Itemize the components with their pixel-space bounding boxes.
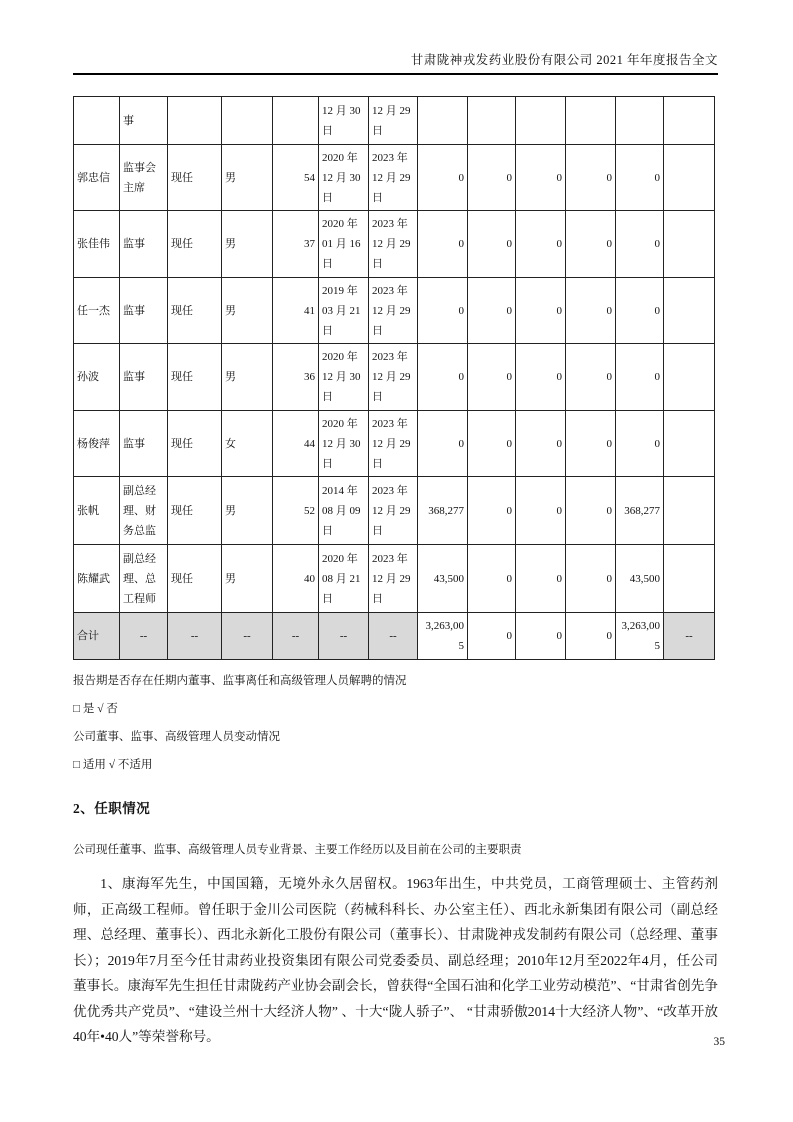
table-cell: 0 xyxy=(468,344,516,411)
table-cell: 女 xyxy=(222,411,273,477)
table-cell: 0 xyxy=(468,278,516,344)
officers-compensation-table xyxy=(73,96,715,660)
officer-row xyxy=(74,278,715,344)
table-cell: 3,263,005 xyxy=(418,613,468,660)
table-cell: 37 xyxy=(273,211,319,278)
table-cell: 0 xyxy=(418,344,468,411)
table-cell: 0 xyxy=(516,613,566,660)
table-cell: 0 xyxy=(566,613,616,660)
note-departure-question: 报告期是否存在任期内董事、监事离任和高级管理人员解聘的情况 xyxy=(73,675,407,687)
table-cell: 12 月 29 日 xyxy=(369,97,418,145)
table-cell: 0 xyxy=(566,344,616,411)
table-cell: 0 xyxy=(516,545,566,613)
section-subheading: 公司现任董事、监事、高级管理人员专业背景、主要工作经历以及目前在公司的主要职责 xyxy=(73,844,522,856)
table-cell: 男 xyxy=(222,278,273,344)
table-cell xyxy=(468,97,516,145)
officer-row xyxy=(74,145,715,211)
table-cell: 张帆 xyxy=(74,477,120,545)
table-cell: 副总经理、总工程师 xyxy=(120,545,168,613)
table-cell: 3,263,005 xyxy=(616,613,664,660)
table-cell: -- xyxy=(222,613,273,660)
table-cell: 2020 年 12 月 30 日 xyxy=(319,411,369,477)
report-header-title: 甘肃陇神戎发药业股份有限公司 2021 年年度报告全文 xyxy=(410,53,718,67)
table-cell: 36 xyxy=(273,344,319,411)
table-cell xyxy=(516,97,566,145)
table-cell: 现任 xyxy=(168,278,222,344)
table-cell: 2023 年 12 月 29 日 xyxy=(369,278,418,344)
table-cell xyxy=(273,97,319,145)
table-cell: 杨俊萍 xyxy=(74,411,120,477)
table-cell: 2014 年 08 月 09 日 xyxy=(319,477,369,545)
table-cell xyxy=(664,97,715,145)
table-cell: -- xyxy=(369,613,418,660)
table-cell: 43,500 xyxy=(418,545,468,613)
table-cell: 监事 xyxy=(120,278,168,344)
table-cell: 0 xyxy=(616,411,664,477)
table-cell: 0 xyxy=(516,411,566,477)
table-cell: 0 xyxy=(616,145,664,211)
table-cell: 副总经理、财务总监 xyxy=(120,477,168,545)
table-cell: -- xyxy=(120,613,168,660)
table-cell: 0 xyxy=(468,613,516,660)
table-cell: 0 xyxy=(516,344,566,411)
table-cell xyxy=(664,477,715,545)
table-cell xyxy=(74,97,120,145)
table-cell: 0 xyxy=(616,278,664,344)
table-cell: 0 xyxy=(516,278,566,344)
totals-row xyxy=(74,613,715,660)
table-cell: 12 月 30 日 xyxy=(319,97,369,145)
table-cell: 44 xyxy=(273,411,319,477)
table-cell: 0 xyxy=(516,145,566,211)
table-cell: 男 xyxy=(222,145,273,211)
table-cell: 2023 年 12 月 29 日 xyxy=(369,145,418,211)
table-cell: 2020 年 01 月 16 日 xyxy=(319,211,369,278)
page-number: 35 xyxy=(713,1036,725,1048)
table-cell: 2020 年 12 月 30 日 xyxy=(319,344,369,411)
table-cell: 0 xyxy=(566,278,616,344)
table-cell xyxy=(566,97,616,145)
table-cell: 孙波 xyxy=(74,344,120,411)
table-cell: 0 xyxy=(616,211,664,278)
table-cell: 现任 xyxy=(168,145,222,211)
table-cell xyxy=(664,145,715,211)
table-cell xyxy=(664,211,715,278)
table-cell: 监事会主席 xyxy=(120,145,168,211)
table-cell: 0 xyxy=(468,545,516,613)
table-cell: 男 xyxy=(222,344,273,411)
table-cell: 368,277 xyxy=(418,477,468,545)
note-change-answer: □ 适用 √ 不适用 xyxy=(73,759,153,771)
officer-row xyxy=(74,411,715,477)
officer-row xyxy=(74,477,715,545)
table-cell: 郭忠信 xyxy=(74,145,120,211)
table-cell: 2019 年 03 月 21 日 xyxy=(319,278,369,344)
table-cell: 合计 xyxy=(74,613,120,660)
table-cell: 现任 xyxy=(168,344,222,411)
table-cell: 0 xyxy=(468,145,516,211)
table-cell: 监事 xyxy=(120,411,168,477)
table-cell: 0 xyxy=(566,211,616,278)
table-cell: 0 xyxy=(566,545,616,613)
table-cell: 陈耀武 xyxy=(74,545,120,613)
table-cell: 40 xyxy=(273,545,319,613)
table-cell: 0 xyxy=(418,211,468,278)
note-change-question: 公司董事、监事、高级管理人员变动情况 xyxy=(73,731,280,743)
bio-paragraph-kanghaijun: 1、康海军先生，中国国籍，无境外永久居留权。1963年出生，中共党员，工商管理硕士、主管药剂师，正高级工程师。曾任职于金川公司医院（药械科科长、办公室主任）、西北永新集团有限公司（副总经理、总经理、董事长）、西北永新化工股份有限公司（董事长）、甘肃陇神戎发制药有限公司（总经理、董事长）；2019年7月至今任甘肃药业投资集团有限公司党委委员、副总经理；2010年12月至2022年4月，任公司董事长。康海军先生担任甘肃陇药产业协会副会长，曾获得“全国石油和化学工业劳动模范”、“甘肃省创先争优优秀共产党员”、“建设兰州十大经济人物” 、十大“陇人骄子”、 “甘肃骄傲2014十大经济人物”、“改革开放40年•40人”等荣誉称号。 xyxy=(73,876,718,1044)
table-cell: 男 xyxy=(222,211,273,278)
table-cell: 监事 xyxy=(120,211,168,278)
table-cell: 0 xyxy=(566,477,616,545)
table-cell xyxy=(664,545,715,613)
table-cell xyxy=(168,97,222,145)
table-cell: 41 xyxy=(273,278,319,344)
officer-row xyxy=(74,211,715,278)
table-cell: 0 xyxy=(418,278,468,344)
table-cell: 0 xyxy=(468,211,516,278)
table-cell: 0 xyxy=(418,411,468,477)
table-cell: -- xyxy=(273,613,319,660)
table-cell: 任一杰 xyxy=(74,278,120,344)
officer-row xyxy=(74,344,715,411)
table-cell: 54 xyxy=(273,145,319,211)
table-cell: 张佳伟 xyxy=(74,211,120,278)
table-cell: 0 xyxy=(566,145,616,211)
table-cell: 0 xyxy=(468,477,516,545)
table-cell: 2020 年 12 月 30 日 xyxy=(319,145,369,211)
table-cell: 现任 xyxy=(168,411,222,477)
header-rule xyxy=(73,73,718,75)
table-cell: 事 xyxy=(120,97,168,145)
table-cell: 2023 年 12 月 29 日 xyxy=(369,545,418,613)
table-cell: 2023 年 12 月 29 日 xyxy=(369,411,418,477)
table-notes xyxy=(73,673,718,773)
table-cell: 43,500 xyxy=(616,545,664,613)
table-cell: 0 xyxy=(516,211,566,278)
table-cell: 现任 xyxy=(168,211,222,278)
table-cell: 2020 年 08 月 21 日 xyxy=(319,545,369,613)
table-cell: -- xyxy=(168,613,222,660)
table-cell: 男 xyxy=(222,477,273,545)
table-cell: 0 xyxy=(516,477,566,545)
table-cell: -- xyxy=(319,613,369,660)
table-cell: 52 xyxy=(273,477,319,545)
table-cell: 监事 xyxy=(120,344,168,411)
table-cell: 现任 xyxy=(168,477,222,545)
officer-row xyxy=(74,545,715,613)
table-cell: 2023 年 12 月 29 日 xyxy=(369,344,418,411)
table-cell xyxy=(664,278,715,344)
officer-row xyxy=(74,97,715,145)
table-cell xyxy=(418,97,468,145)
table-cell: 0 xyxy=(616,344,664,411)
table-cell: 男 xyxy=(222,545,273,613)
table-cell: 现任 xyxy=(168,545,222,613)
table-cell: 0 xyxy=(566,411,616,477)
table-cell: 368,277 xyxy=(616,477,664,545)
table-cell xyxy=(664,411,715,477)
table-cell xyxy=(616,97,664,145)
table-cell: -- xyxy=(664,613,715,660)
table-cell: 2023 年 12 月 29 日 xyxy=(369,211,418,278)
table-cell: 0 xyxy=(468,411,516,477)
table-cell: 0 xyxy=(418,145,468,211)
table-cell xyxy=(222,97,273,145)
table-cell xyxy=(664,344,715,411)
table-cell: 2023 年 12 月 29 日 xyxy=(369,477,418,545)
section-heading-employment: 2、任职情况 xyxy=(73,801,151,816)
note-departure-answer: □ 是 √ 否 xyxy=(73,703,118,715)
